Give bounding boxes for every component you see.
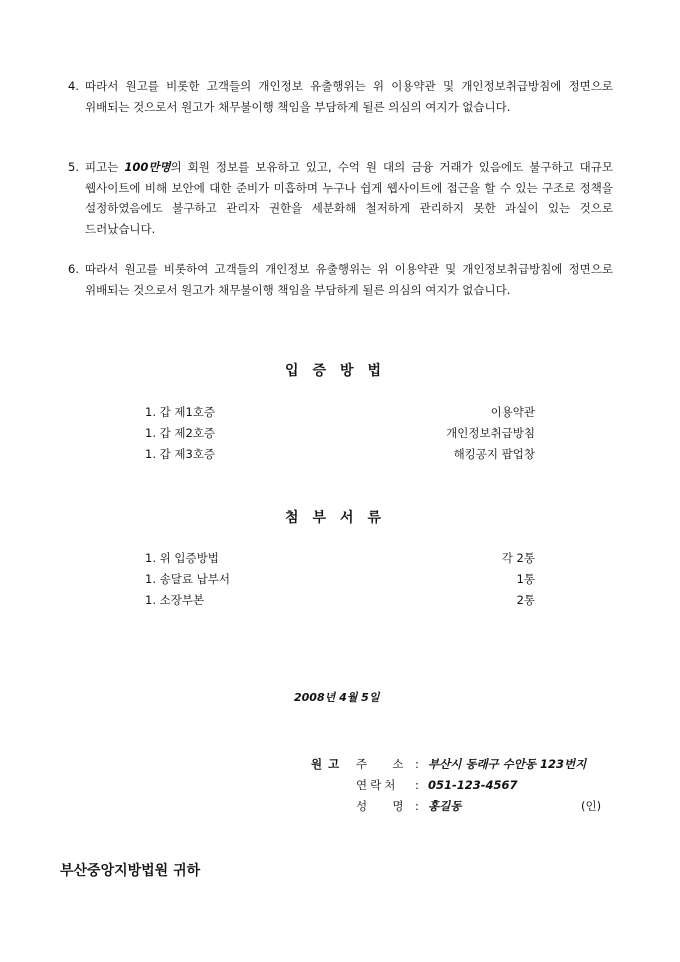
item-text-after: 의 회원 정보를 보유하고 있고, 수억 원 대의 금융 거래가 있음에도 불구하고 대규모 웹사이트에 비해 보안에 대한 준비가 미흡하며 누구나 쉽게 웹사이트에 접근을 할 수 있는 구조로 정책을 설정하였음에도 불구하고 관리자 권한을 세분화해 철저하게 관리하지 못한 과실이 있는 것으로 드러났습니다.: [85, 160, 613, 236]
attachment-row: [145, 549, 535, 567]
attachment-row: [145, 570, 535, 588]
attachment-row: [145, 591, 535, 609]
address-value: 부산시 동래구 수안동 123번지: [428, 757, 587, 771]
signature-role: 원고: [311, 757, 346, 771]
attachment-label: 1. 소장부본: [145, 593, 205, 607]
address-colon: :: [415, 757, 419, 771]
evidence-value: 해킹공지 팝업창: [453, 447, 535, 461]
attachment-label: 1. 위 입증방법: [145, 551, 219, 565]
item-text-before: 피고는: [85, 160, 125, 174]
item-6: [68, 259, 613, 300]
evidence-value: 이용약관: [490, 405, 535, 419]
seal-mark: (인): [581, 799, 602, 813]
item-number: 5.: [68, 160, 79, 174]
item-text: 따라서 원고를 비롯하여 고객들의 개인정보 유출행위는 위 이용약관 및 개인정보취급방침에 정면으로 위배되는 것으로서 원고가 채무불이행 책임을 부담하게 될른 의심의 여지가 없습니다.: [85, 262, 613, 297]
name-value: 홍길동: [428, 799, 462, 813]
phone-colon: :: [415, 778, 419, 792]
item-text: 따라서 원고를 비롯한 고객들의 개인정보 유출행위는 위 이용약관 및 개인정보취급방침에 정면으로 위배되는 것으로서 원고가 채무불이행 책임을 부담하게 될른 의심의 여지가 없습니다.: [85, 79, 613, 114]
document-date: 2008년 4월 5일: [294, 691, 380, 704]
item-text: [68, 157, 613, 239]
evidence-row: [145, 403, 535, 421]
evidence-heading: 입증방법: [284, 363, 396, 379]
evidence-row: [145, 424, 535, 442]
evidence-row: [145, 445, 535, 463]
court-name: 부산중앙지방법원 귀하: [60, 863, 201, 879]
attachment-count: 각 2통: [501, 551, 535, 565]
item-5: [68, 157, 613, 239]
name-colon: :: [415, 799, 419, 813]
phone-value: 051-123-4567: [428, 778, 518, 792]
item-number: 4.: [68, 79, 79, 93]
item-text-emphasis: 100만명: [124, 160, 171, 174]
attachment-count: 2통: [516, 593, 535, 607]
evidence-value: 개인정보취급방침: [446, 426, 535, 440]
address-label: 주 소: [356, 757, 410, 771]
name-label: 성 명: [356, 799, 410, 813]
attachment-count: 1통: [516, 572, 535, 586]
attachment-label: 1. 송달료 납부서: [145, 572, 230, 586]
phone-label: 연락처: [356, 778, 399, 792]
item-number: 6.: [68, 262, 79, 276]
evidence-label: 1. 갑 제2호증: [145, 426, 216, 440]
item-4: [68, 76, 613, 117]
evidence-label: 1. 갑 제1호증: [145, 405, 216, 419]
evidence-label: 1. 갑 제3호증: [145, 447, 216, 461]
attachments-heading: 첨부서류: [284, 510, 396, 526]
